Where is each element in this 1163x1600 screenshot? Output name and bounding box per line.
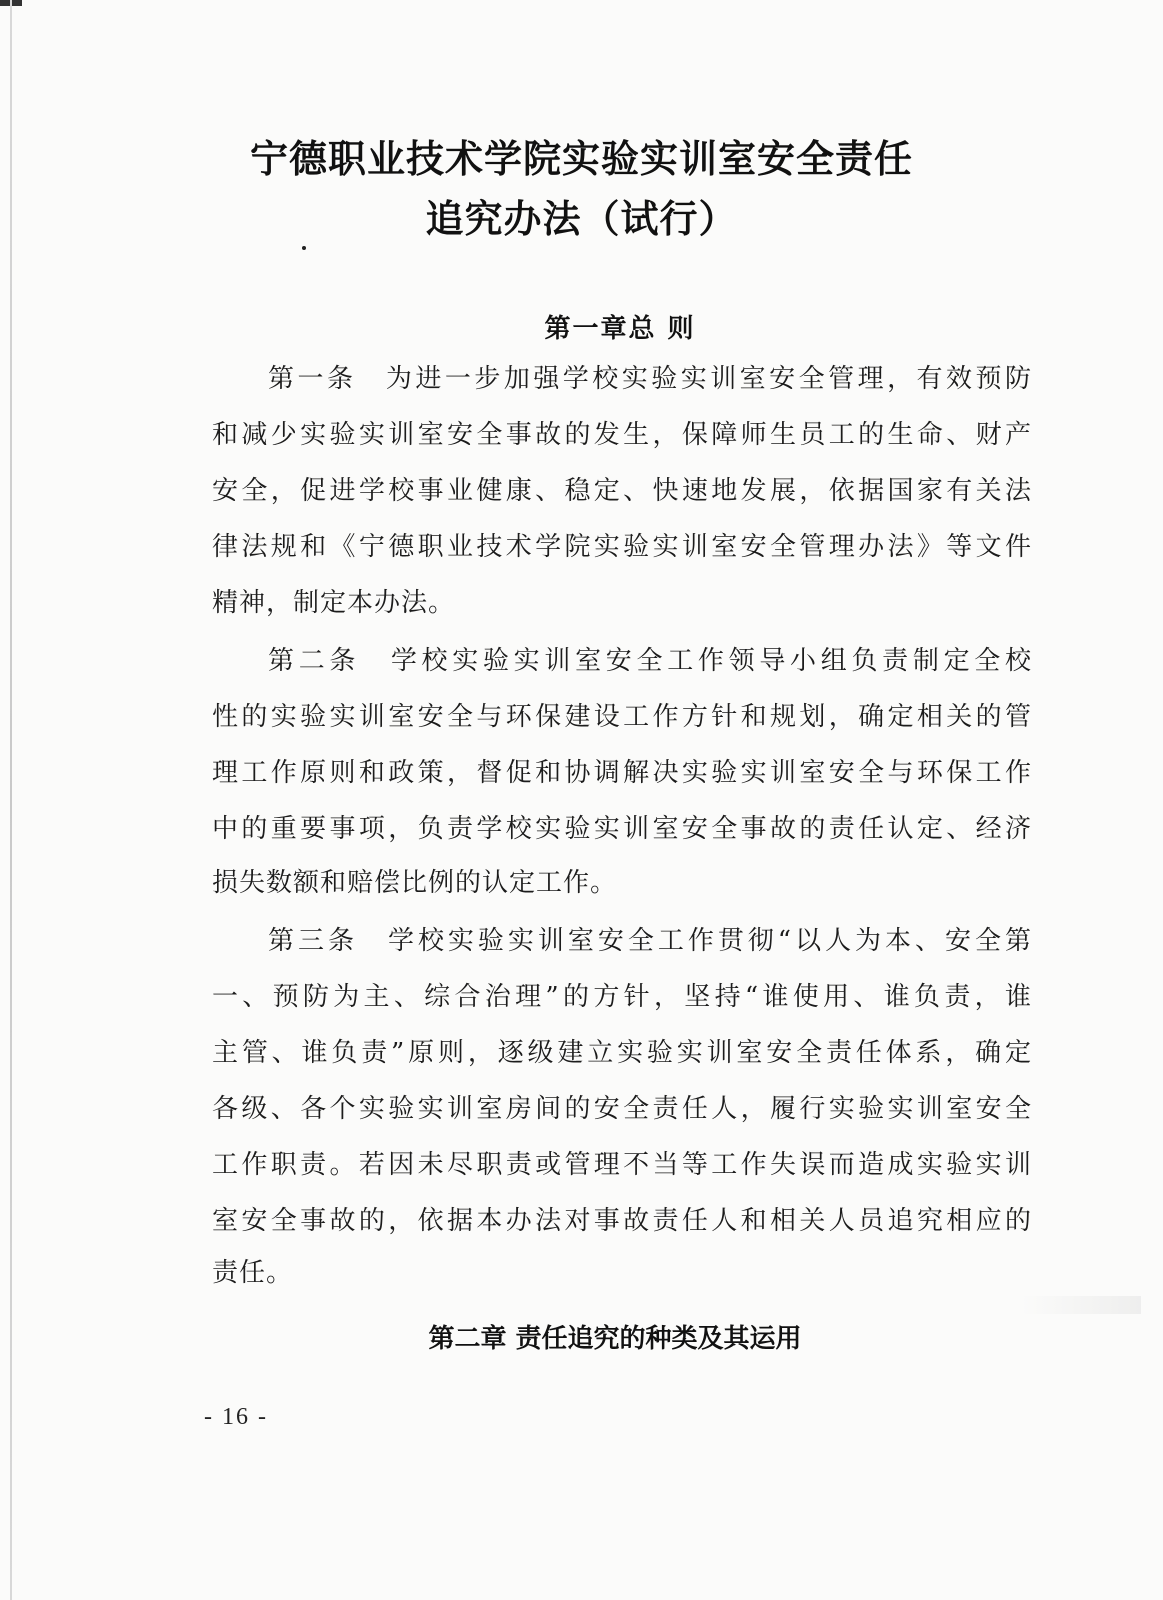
article-1-line-2: 和减少实验实训室安全事故的发生，保障师生员工的生命、财产 xyxy=(212,420,1032,450)
chapter-2-heading: 第二章 责任追究的种类及其运用 xyxy=(428,1324,802,1354)
article-1-line-4: 律法规和《宁德职业技术学院实验实训室安全管理办法》等文件 xyxy=(212,532,1032,562)
article-1-line-3: 安全，促进学校事业健康、稳定、快速地发展，依据国家有关法 xyxy=(212,476,1032,506)
page-number: - 16 - xyxy=(204,1404,268,1430)
article-2-line-1: 第二条 学校实验实训室安全工作领导小组负责制定全校 xyxy=(268,646,1032,676)
chapter-1-heading: 第一章总 则 xyxy=(544,314,696,344)
document-title-line-1: 宁德职业技术学院实验实训室安全责任 xyxy=(249,137,913,181)
article-2-line-2: 性的实验实训室安全与环保建设工作方针和规划，确定相关的管 xyxy=(212,702,1032,732)
article-1-line-1: 第一条 为进一步加强学校实验实训室安全管理，有效预防 xyxy=(268,364,1032,394)
article-3-line-7: 责任。 xyxy=(212,1258,294,1288)
ink-dot xyxy=(302,246,306,250)
article-2-line-4: 中的重要事项，负责学校实验实训室安全事故的责任认定、经济 xyxy=(212,814,1032,844)
article-3-line-1: 第三条 学校实验实训室安全工作贯彻“以人为本、安全第 xyxy=(268,926,1032,956)
article-3-line-4: 各级、各个实验实训室房间的安全责任人，履行实验实训室安全 xyxy=(212,1094,1032,1124)
article-2-line-5: 损失数额和赔偿比例的认定工作。 xyxy=(212,868,618,898)
article-3-line-3: 主管、谁负责”原则，逐级建立实验实训室安全责任体系，确定 xyxy=(212,1038,1032,1068)
document-title-line-2: 追究办法（试行） xyxy=(425,197,738,241)
article-3-line-5: 工作职责。若因未尽职责或管理不当等工作失误而造成实验实训 xyxy=(212,1150,1032,1180)
article-1-line-5: 精神，制定本办法。 xyxy=(212,588,456,618)
article-3-line-2: 一、预防为主、综合治理”的方针，坚持“谁使用、谁负责，谁 xyxy=(212,982,1032,1012)
article-2-line-3: 理工作原则和政策，督促和协调解决实验实训室安全与环保工作 xyxy=(212,758,1032,788)
article-3-line-6: 室安全事故的，依据本办法对事故责任人和相关人员追究相应的 xyxy=(212,1206,1032,1236)
scan-shadow xyxy=(1021,1296,1141,1314)
